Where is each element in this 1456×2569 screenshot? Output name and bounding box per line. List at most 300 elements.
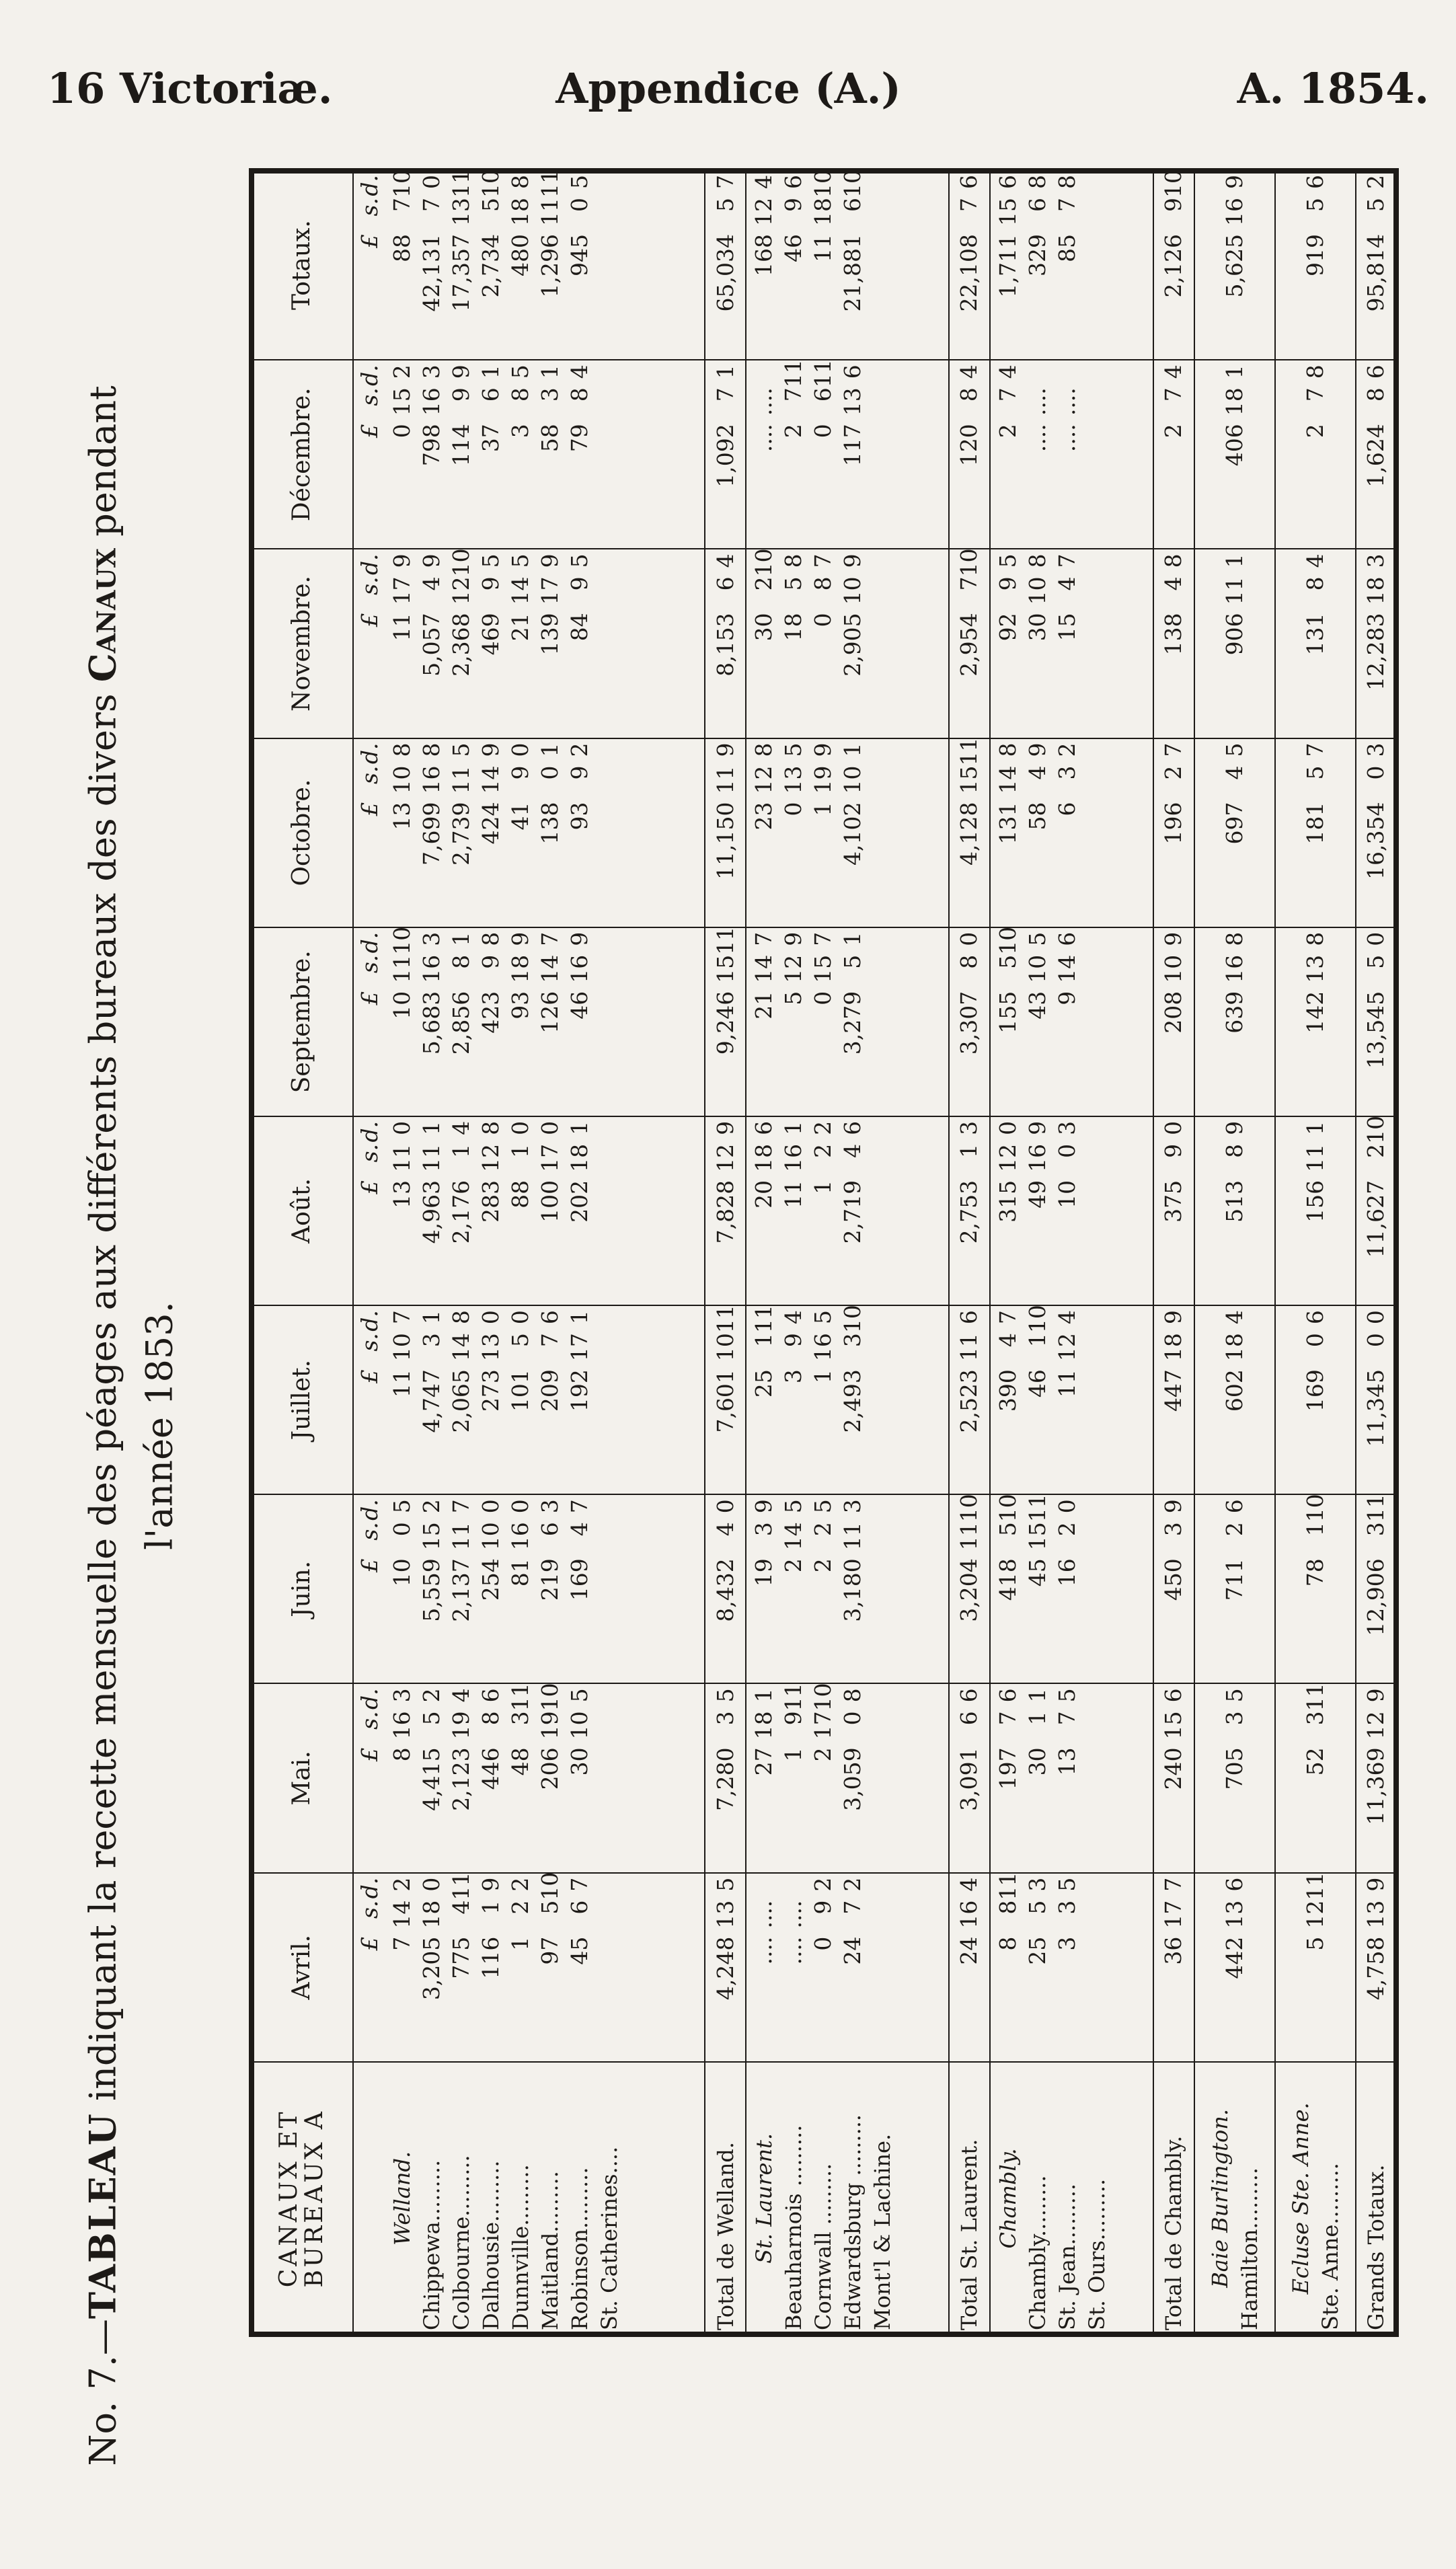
canal-group-name: Ecluse Ste. Anne.	[1287, 2102, 1313, 2295]
shillings-value: 2	[1160, 765, 1187, 780]
pence-value: 0	[1053, 1499, 1080, 1514]
money-line	[1052, 553, 1082, 733]
pounds-value: 12,283	[1363, 613, 1389, 691]
money-line	[808, 1121, 838, 1301]
shillings-value: 6	[956, 1711, 983, 1726]
unit-cell	[353, 549, 385, 738]
shillings-value: 5	[712, 198, 738, 212]
pence-value: 10	[839, 169, 866, 198]
chambly-offices-row	[990, 171, 1153, 2334]
pence-value: 1	[1221, 365, 1248, 379]
pence-value: 6	[477, 1688, 504, 1703]
month-values-cell	[1194, 927, 1275, 1116]
pence-value: 2	[839, 1877, 866, 1892]
office-name: Robinson.........	[567, 2167, 592, 2330]
shillings-value: 1	[1024, 1333, 1050, 1348]
money-line	[535, 1499, 565, 1679]
shillings-value: 4	[418, 576, 445, 591]
money-line	[417, 553, 447, 733]
month-values-cell	[1194, 549, 1275, 738]
shillings-value: 18	[1363, 576, 1389, 605]
pounds-value: 11	[780, 1180, 807, 1209]
shillings-value: 1	[477, 1900, 504, 1915]
shillings-value: 14	[1053, 954, 1080, 983]
pounds-value: 116	[477, 1936, 504, 1979]
shillings-value: s.	[356, 198, 383, 217]
shillings-value: 16	[418, 954, 445, 983]
pounds-value: 120	[956, 424, 983, 467]
shillings-value: 16	[507, 1522, 533, 1551]
column-header-month: Juin.	[252, 1494, 353, 1683]
pence-value: 5	[994, 553, 1021, 568]
pence-value: 3	[418, 931, 445, 946]
month-values-cell	[1275, 927, 1356, 1116]
money-line	[565, 1688, 595, 1868]
pence-value: 1	[418, 1310, 445, 1325]
money-line	[447, 1688, 476, 1868]
money-line	[1023, 932, 1052, 1112]
st-laurent-label-cell	[746, 2062, 948, 2334]
shillings-value: 7	[537, 1333, 563, 1348]
money-line	[838, 553, 868, 733]
pounds-value: 390	[994, 1369, 1021, 1412]
shillings-value: ....	[751, 1900, 777, 1929]
shillings-value: 2	[810, 1143, 837, 1158]
office-name: Dunnville.........	[508, 2164, 533, 2330]
shillings-value: 3	[507, 1711, 533, 1726]
unit-cell	[353, 171, 385, 360]
pounds-value: 15	[1053, 613, 1080, 642]
shillings-value: 17	[1160, 1900, 1187, 1929]
shillings-value: 16	[418, 765, 445, 794]
shillings-value: 15	[1024, 1522, 1050, 1551]
money-line	[387, 1121, 417, 1301]
pence-value: 2	[810, 1120, 837, 1135]
pounds-value: £	[356, 1558, 383, 1573]
month-values-cell	[746, 360, 948, 549]
pence-value: 10	[477, 169, 504, 198]
pounds-value: ....	[1053, 424, 1080, 453]
pence-value: 0	[418, 175, 445, 189]
page-header	[0, 64, 1456, 118]
pence-value: 6	[956, 1310, 983, 1325]
shillings-value: 18	[751, 1143, 777, 1172]
pounds-value: 4,415	[418, 1747, 445, 1811]
pounds-value: 423	[477, 991, 504, 1034]
shillings-value: s.	[356, 1900, 383, 1919]
pence-value: 7	[712, 175, 738, 189]
pence-value: 5	[1221, 742, 1248, 757]
shillings-value: 3	[537, 387, 563, 402]
pounds-value: 93	[507, 991, 533, 1020]
pence-value: 0	[477, 1499, 504, 1514]
money-line	[565, 1310, 595, 1490]
money-line	[476, 743, 506, 923]
shillings-value: 18	[1160, 1333, 1187, 1362]
shillings-value: 3	[839, 1333, 866, 1348]
money-line	[808, 553, 838, 733]
money-line	[1361, 175, 1391, 355]
money-line	[1361, 1688, 1391, 1868]
money-line	[1361, 743, 1391, 923]
shillings-value: 8	[956, 954, 983, 969]
pounds-value: 2	[1160, 424, 1187, 438]
pence-value: 8	[389, 742, 415, 757]
money-line	[711, 1499, 740, 1679]
shillings-value: 11	[448, 765, 474, 794]
header-year: A. 1854.	[1237, 64, 1429, 113]
pounds-value: 3,180	[839, 1558, 866, 1622]
pounds-value: 7,601	[712, 1369, 738, 1433]
shillings-value: 7	[956, 198, 983, 212]
money-line	[993, 1310, 1023, 1490]
pence-value: 4	[1053, 1310, 1080, 1325]
money-line	[954, 1878, 984, 2057]
pounds-value: 775	[448, 1936, 474, 1979]
month-values-cell	[1194, 1494, 1275, 1683]
pounds-value: 2,753	[956, 1180, 983, 1244]
shillings-value: 9	[810, 1900, 837, 1915]
money-line	[1159, 553, 1188, 733]
money-line	[535, 1121, 565, 1301]
pounds-value: 1	[810, 802, 837, 816]
money-line	[838, 1688, 868, 1868]
total-cell	[705, 1305, 746, 1494]
shillings-value: 10	[389, 1333, 415, 1362]
pounds-value: 46	[1024, 1369, 1050, 1398]
pounds-value: 16	[1053, 1558, 1080, 1587]
pence-value: 11	[1301, 1683, 1328, 1712]
pounds-value: 1,296	[537, 234, 563, 298]
pounds-value: 375	[1160, 1180, 1187, 1223]
pounds-value: 446	[477, 1747, 504, 1790]
pence-value: 5	[389, 1499, 415, 1514]
pounds-value: 1,711	[994, 234, 1021, 298]
shillings-value: 2	[751, 576, 777, 591]
pence-value: 1	[418, 1120, 445, 1135]
money-line	[1301, 932, 1330, 1112]
pounds-value: 7,280	[712, 1747, 738, 1811]
pence-value: 5	[1024, 931, 1050, 946]
pounds-value: £	[356, 1180, 383, 1194]
pence-value: 1	[537, 742, 563, 757]
column-header-month: Décembre.	[252, 360, 353, 549]
shillings-value: 18	[751, 1711, 777, 1740]
total-cell	[949, 1116, 990, 1305]
grand-total-cell	[1356, 927, 1396, 1116]
pence-value: 11	[994, 1872, 1021, 1901]
shillings-value: 18	[1221, 387, 1248, 416]
pence-value: 0	[537, 1120, 563, 1135]
pounds-value: 181	[1301, 802, 1328, 845]
total-cell	[1153, 1873, 1194, 2062]
pence-value: 7	[537, 931, 563, 946]
money-line	[1220, 175, 1250, 355]
pounds-value: 11	[389, 1369, 415, 1398]
shillings-value: 7	[418, 198, 445, 212]
pence-value: 3	[537, 1499, 563, 1514]
pence-value: 4	[751, 175, 777, 189]
shillings-value: 5	[477, 198, 504, 212]
shillings-value: s.	[356, 1711, 383, 1730]
shillings-value: 6	[712, 576, 738, 591]
shillings-value: 8	[566, 387, 592, 402]
pence-value: 5	[810, 1499, 837, 1514]
pence-value: 4	[956, 1877, 983, 1892]
shillings-value: 11	[389, 1143, 415, 1172]
pence-value: d.	[356, 931, 383, 954]
title-line-1: No. 7.—TABLEAU indiquant la recette mensuelle des péages aux différents bureaux des divers Canaux pendant	[81, 385, 124, 2466]
shillings-value: 18	[810, 198, 837, 226]
pounds-value: 945	[566, 234, 592, 276]
money-line	[535, 1310, 565, 1490]
pounds-value: 81	[507, 1558, 533, 1587]
pounds-value: 2	[1301, 424, 1328, 438]
shillings-value: s.	[356, 576, 383, 595]
shillings-value: 17	[389, 576, 415, 605]
shillings-value: 9	[994, 576, 1021, 591]
pence-value: 1	[712, 365, 738, 379]
month-values-cell	[990, 1116, 1153, 1305]
office-name: St. Catherines....	[597, 2146, 622, 2330]
shillings-value: s.	[356, 1522, 383, 1541]
unit-cell	[353, 1683, 385, 1872]
money-line	[355, 743, 385, 923]
shillings-value: 12	[1053, 1333, 1080, 1362]
pounds-value: 2,856	[448, 991, 474, 1055]
shillings-value: 3	[1160, 1522, 1187, 1537]
pence-value	[1023, 365, 1052, 387]
shillings-value: 5	[1301, 765, 1328, 780]
pounds-value: 0	[810, 1936, 837, 1951]
money-line	[954, 1688, 984, 1868]
money-line	[838, 743, 868, 923]
pence-value	[779, 1878, 808, 1901]
total-cell	[949, 360, 990, 549]
month-values-cell	[1275, 738, 1356, 927]
shillings-value: 7	[956, 576, 983, 591]
pounds-value: 45	[1024, 1558, 1050, 1587]
money-line	[1220, 1499, 1250, 1679]
total-cell	[949, 171, 990, 360]
pence-value: 6	[839, 1120, 866, 1135]
shillings-value: 13	[1221, 1900, 1248, 1929]
pence-value: d.	[356, 1310, 383, 1332]
shillings-value: 10	[477, 1522, 504, 1551]
pounds-value: 5,625	[1221, 234, 1248, 298]
pounds-value: 3,091	[956, 1747, 983, 1811]
pence-value: 1	[566, 1120, 592, 1135]
money-line	[417, 743, 447, 923]
money-line	[954, 175, 984, 355]
total-cell	[1153, 549, 1194, 738]
shillings-value: 7	[1160, 387, 1187, 402]
money-line	[749, 548, 779, 733]
pence-value: 1	[566, 1310, 592, 1325]
pounds-value: 58	[1024, 802, 1050, 831]
shillings-value: 13	[780, 765, 807, 794]
pence-value: 6	[1053, 931, 1080, 946]
pence-value: 9	[1160, 1499, 1187, 1514]
shillings-value: 16	[1221, 954, 1248, 983]
month-values-cell	[1275, 1683, 1356, 1872]
shillings-value: 11	[839, 1522, 866, 1551]
money-line	[711, 743, 740, 923]
money-line	[387, 1688, 417, 1868]
shillings-value: 10	[839, 576, 866, 605]
shillings-value: 8	[1301, 576, 1328, 591]
pence-value: d.	[356, 1499, 383, 1521]
pounds-value: 156	[1301, 1180, 1328, 1223]
shillings-value: 16	[780, 1143, 807, 1172]
pounds-value: 3,307	[956, 991, 983, 1055]
table-body	[353, 171, 1396, 2334]
pounds-value: 85	[1053, 234, 1080, 262]
pence-value: 4	[780, 1310, 807, 1325]
money-line	[476, 1310, 506, 1490]
month-values-cell	[1194, 1116, 1275, 1305]
pounds-value: 25	[1024, 1936, 1050, 1965]
pence-value: 6	[780, 175, 807, 189]
pence-value: 8	[1024, 175, 1050, 189]
shillings-value: 4	[712, 1522, 738, 1537]
pence-value: 1	[1301, 1120, 1328, 1135]
office-name: Colbourne.........	[449, 2155, 474, 2330]
money-line	[1361, 1310, 1391, 1490]
shillings-value: 11	[448, 1522, 474, 1551]
shillings-value: 12	[477, 1143, 504, 1172]
pence-value: 8	[418, 742, 445, 757]
pence-value: 10	[994, 926, 1021, 955]
money-line	[749, 365, 779, 544]
pence-value: 4	[448, 1688, 474, 1703]
pence-value: 1	[1221, 553, 1248, 568]
total-cell	[1153, 1683, 1194, 1872]
pounds-value: 2	[810, 1747, 837, 1762]
money-line	[1159, 1121, 1188, 1301]
shillings-value: 12	[751, 198, 777, 226]
total-cell	[705, 927, 746, 1116]
money-line	[1220, 1310, 1250, 1490]
pounds-value: 79	[566, 424, 592, 453]
total-cell	[1153, 927, 1194, 1116]
money-line	[1023, 1305, 1052, 1490]
shillings-value: 4	[566, 1522, 592, 1537]
money-line	[779, 1121, 808, 1301]
shillings-value: 15	[418, 1522, 445, 1551]
shillings-value: 9	[1160, 1143, 1187, 1158]
shillings-value: 0	[537, 765, 563, 780]
shillings-value: 0	[1301, 1333, 1328, 1348]
month-values-cell	[1275, 1494, 1356, 1683]
pounds-value: 138	[1160, 613, 1187, 656]
shillings-value: 9	[780, 1711, 807, 1726]
pounds-value: 240	[1160, 1747, 1187, 1790]
month-values-cell	[746, 927, 948, 1116]
shillings-value: 4	[1024, 765, 1050, 780]
shillings-value: 16	[810, 1333, 837, 1362]
pence-value: 10	[810, 1683, 837, 1712]
shillings-value: 14	[751, 954, 777, 983]
pence-value: 5	[477, 553, 504, 568]
money-line	[565, 1121, 595, 1301]
pounds-value: 24	[956, 1936, 983, 1965]
pounds-value: 1,092	[712, 424, 738, 488]
shillings-value: 13	[477, 1333, 504, 1362]
unit-row	[353, 171, 385, 2334]
shillings-value: 8	[994, 1900, 1021, 1915]
pence-value: 8	[1221, 931, 1248, 946]
money-line	[387, 1310, 417, 1490]
money-line	[1052, 743, 1082, 923]
money-line	[954, 932, 984, 1112]
money-line	[808, 1310, 838, 1490]
pence-value: 11	[1024, 1494, 1050, 1523]
pounds-value: £	[356, 424, 383, 438]
money-line	[1361, 553, 1391, 733]
money-line	[535, 932, 565, 1112]
pence-value: 7	[448, 1499, 474, 1514]
pounds-value: 2,954	[956, 613, 983, 677]
shillings-value: 14	[537, 954, 563, 983]
pounds-value: 52	[1301, 1747, 1328, 1776]
pounds-value: 78	[1301, 1558, 1328, 1587]
shillings-value: s.	[356, 387, 383, 406]
pence-value: 1	[751, 1688, 777, 1703]
money-line	[1159, 1688, 1188, 1868]
pounds-value: 21,881	[839, 234, 866, 312]
pence-value: 9	[712, 1120, 738, 1135]
pounds-value: 88	[507, 1180, 533, 1209]
pounds-value: 169	[1301, 1369, 1328, 1412]
shillings-value: 17	[810, 1711, 837, 1740]
shillings-value: 11	[389, 954, 415, 983]
pounds-value: 11	[389, 613, 415, 642]
column-header-month: Avril.	[252, 1873, 353, 2062]
pounds-value: 12,906	[1363, 1558, 1389, 1636]
pence-value: 11	[448, 169, 474, 198]
canal-tolls-table	[252, 171, 1396, 2334]
shillings-value: 4	[839, 1143, 866, 1158]
shillings-value: 10	[389, 765, 415, 794]
pence-value	[1052, 365, 1082, 387]
money-line	[476, 1878, 506, 2057]
pounds-value: 906	[1221, 613, 1248, 656]
pence-value: 3	[389, 1688, 415, 1703]
pence-value: 5	[810, 1310, 837, 1325]
pounds-value: 2	[994, 424, 1021, 438]
month-values-cell	[385, 927, 705, 1116]
pence-value: 11	[780, 1683, 807, 1712]
money-line	[993, 175, 1023, 355]
pence-value: 9	[448, 365, 474, 379]
money-line	[476, 553, 506, 733]
pence-value: 7	[810, 553, 837, 568]
pence-value: 0	[1160, 1120, 1187, 1135]
money-line	[711, 365, 740, 544]
shillings-value: s.	[356, 954, 383, 974]
money-line	[565, 743, 595, 923]
money-line	[749, 932, 779, 1112]
shillings-value: 13	[448, 198, 474, 226]
money-line	[447, 1121, 476, 1301]
month-values-cell	[990, 1683, 1153, 1872]
pence-value: 9	[477, 742, 504, 757]
shillings-value: 9	[477, 576, 504, 591]
pounds-value: 4,963	[418, 1180, 445, 1244]
total-cell	[705, 1494, 746, 1683]
shillings-value: 17	[537, 1143, 563, 1172]
